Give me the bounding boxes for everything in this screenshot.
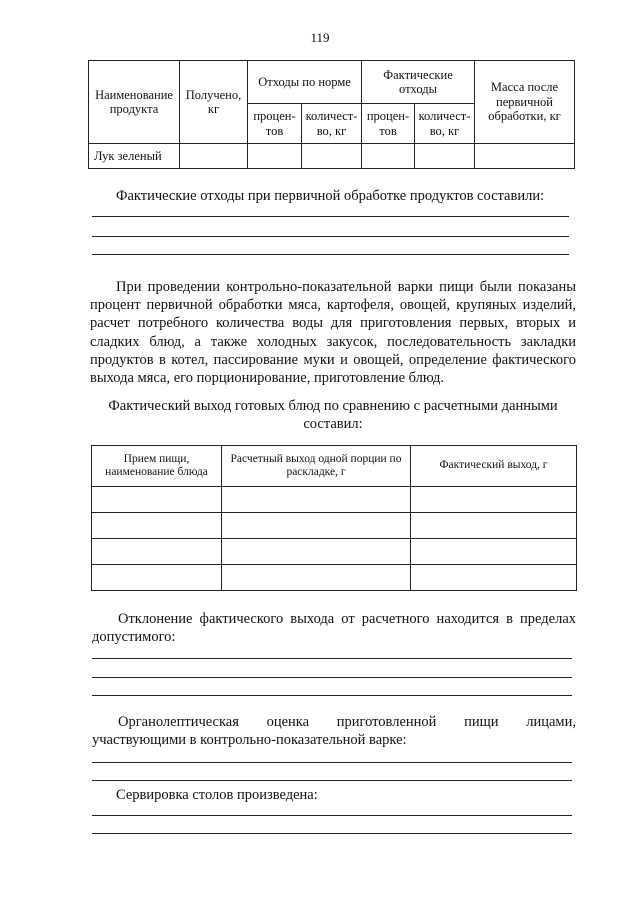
control-cooking-paragraph: При проведении контрольно-показательной варки пищи были показаны процент первичной обработки мяса, картофеля, овощей, крупяных изделий, расчет потребного количества воды для приготовления первых, вторых и сладких блюд, а также холодных закусок, последовательность закладки продуктов в котел, пассирование муки и овощей, определение фактического выхода мяса, его порционирование, приготовление блюд. bbox=[90, 279, 576, 387]
table-cell bbox=[248, 144, 302, 169]
table-cell bbox=[475, 144, 575, 169]
product-cell: Лук зеленый bbox=[89, 144, 180, 169]
table-cell bbox=[180, 144, 248, 169]
table-cell bbox=[302, 144, 362, 169]
table-cell bbox=[411, 513, 577, 539]
table-cell bbox=[411, 487, 577, 513]
header-calculated: Расчетный выход одной порции по раскладке, г bbox=[222, 446, 411, 487]
table-cell bbox=[411, 539, 577, 565]
fill-line[interactable] bbox=[92, 780, 572, 781]
organoleptic-paragraph: Органолептическая оценка приготовленной пищи лицами, участвующими в контрольно-показательной варке: bbox=[92, 714, 576, 749]
table-cell bbox=[92, 565, 222, 591]
table-cell bbox=[92, 487, 222, 513]
table-cell bbox=[411, 565, 577, 591]
header-meal: Прием пищи, наименование блюда bbox=[92, 446, 222, 487]
table-row bbox=[92, 565, 577, 591]
serving-label: Сервировка столов произведена: bbox=[116, 787, 318, 803]
fill-line[interactable] bbox=[92, 833, 572, 834]
actual-waste-label: Фактические отходы при первичной обработке продуктов составили: bbox=[116, 188, 545, 204]
yield-title: Фактический выход готовых блюд по сравнению с расчетными данными составил: bbox=[108, 398, 558, 433]
header-qty-norm: количест- во, кг bbox=[302, 104, 362, 144]
table-cell bbox=[92, 539, 222, 565]
table-row bbox=[92, 513, 577, 539]
header-percent-actual: процен- тов bbox=[362, 104, 415, 144]
fill-line[interactable] bbox=[92, 216, 569, 217]
table-cell bbox=[222, 513, 411, 539]
header-percent-norm: процен- тов bbox=[248, 104, 302, 144]
header-norm-waste: Отходы по норме bbox=[248, 61, 362, 104]
fill-line[interactable] bbox=[92, 254, 569, 255]
table-cell bbox=[362, 144, 415, 169]
deviation-paragraph: Отклонение фактического выхода от расчетного находится в пределах допустимого: bbox=[92, 611, 576, 646]
fill-line[interactable] bbox=[92, 762, 572, 763]
header-actual: Фактический выход, г bbox=[411, 446, 577, 487]
page-number: 119 bbox=[310, 30, 330, 45]
table-cell bbox=[415, 144, 475, 169]
table-row bbox=[89, 144, 575, 169]
fill-line[interactable] bbox=[92, 236, 569, 237]
fill-line[interactable] bbox=[92, 658, 572, 659]
header-actual-waste: Фактические отходы bbox=[362, 61, 475, 104]
table-cell bbox=[92, 513, 222, 539]
header-received: Получено, кг bbox=[180, 61, 248, 144]
table-row bbox=[92, 539, 577, 565]
fill-line[interactable] bbox=[92, 695, 572, 696]
fill-line[interactable] bbox=[92, 677, 572, 678]
waste-table bbox=[88, 60, 575, 169]
table-cell bbox=[222, 565, 411, 591]
table-cell bbox=[222, 539, 411, 565]
header-mass-after: Масса после первичной обработки, кг bbox=[475, 61, 575, 144]
table-row bbox=[92, 487, 577, 513]
table-cell bbox=[222, 487, 411, 513]
yield-table bbox=[91, 445, 577, 591]
header-qty-actual: количест- во, кг bbox=[415, 104, 475, 144]
fill-line[interactable] bbox=[92, 815, 572, 816]
header-product: Наименование продукта bbox=[89, 61, 180, 144]
